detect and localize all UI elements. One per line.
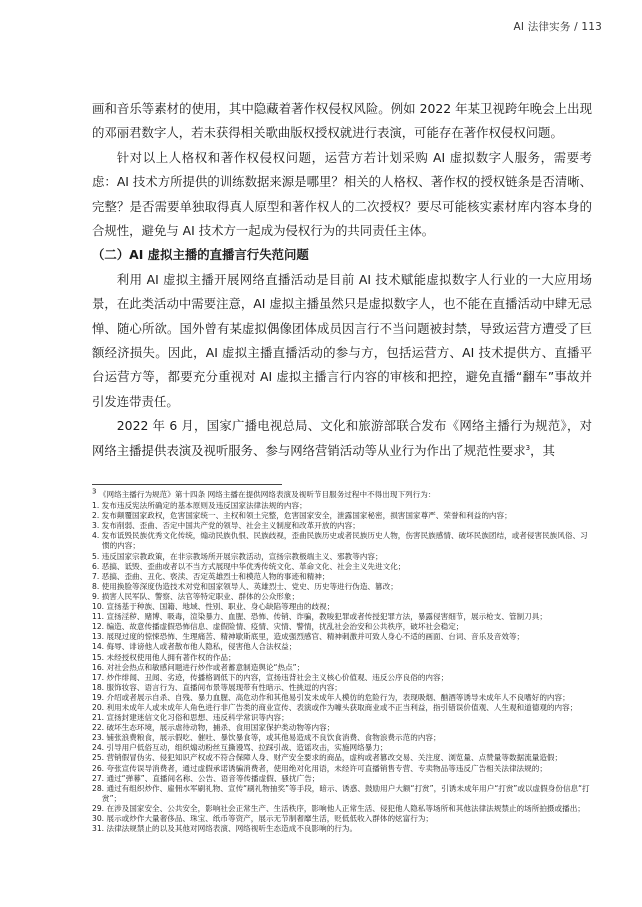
paragraph-with-footnote-ref xyxy=(92,414,592,463)
footnote-item: 15. 未经授权使用他人拥有著作权的作品； xyxy=(92,652,236,662)
footnote-item: 18. 服饰妆容、语言行为、直播间布景等展现带有性暗示、性挑逗的内容； xyxy=(92,682,342,692)
footnote-ref[interactable]: 3 xyxy=(525,443,531,452)
footnote-item: 9. 损害人民军队、警察、法官等特定职业、群体的公众形象； xyxy=(92,591,300,601)
footnote-item: 20. 利用未成年人或未成年人角色进行非广告类的商业宣传、表演或作为噱头获取商业或不正当利益，指引错误价值观、人生观和道德观的内容； xyxy=(92,702,578,712)
footnote-item: 22. 破坏生态环境，展示虐待动物，捕杀、食用国家保护类动物等内容； xyxy=(92,723,335,733)
footnote-marker: 3 xyxy=(92,487,97,496)
footnote-item: 21. 宣扬封建迷信文化习俗和思想、违反科学常识等内容； xyxy=(92,713,289,723)
footnote-item: 4. 发布诋毁民族优秀文化传统，煽动民族仇恨、民族歧视，歪曲民族历史或者民族历史人物，伤害民族感情、破坏民族团结，或者侵害民族风俗、习惯的内容； xyxy=(92,531,588,551)
footnote-item: 2. 发布颠覆国家政权，危害国家统一、主权和领土完整，危害国家安全，泄露国家秘密，损害国家尊严、荣誉和利益的内容； xyxy=(92,511,512,521)
footnote-list xyxy=(92,501,592,834)
footnote-item: 29. 在涉及国家安全、公共安全，影响社会正常生产、生活秩序，影响他人正常生活、侵犯他人隐私等场所和其他法律法规禁止的场所拍摄或播出； xyxy=(92,803,585,813)
footnote-item: 6. 恶搞、诋毁、歪曲或者以不当方式展现中华优秀传统文化、革命文化、社会主义先进文化； xyxy=(92,561,406,571)
footnote-item: 10. 宣扬基于种族、国籍、地域、性别、职业、身心缺陷等理由的歧视； xyxy=(92,602,335,612)
footnote-block xyxy=(92,487,592,834)
footnote-item: 12. 编造、故意传播虚假恐怖信息、虚假险情、疫情、灾情、警情，扰乱社会治安和公共秩序，破坏社会稳定； xyxy=(92,622,464,632)
paragraph-text: 2022 年 6 月，国家广播电视总局、文化和旅游部联合发布《网络主播行为规范》，对网络主播提供表演及视听服务、参与网络营销活动等从业行为作出了规范性要求 xyxy=(92,418,592,458)
footnote-item: 28. 通过有组织炒作、雇佣水军刷礼物、宣传“刷礼物抽奖”等手段，暗示、诱惑、鼓励用户大额“打赏”，引诱未成年用户“打赏”或以虚假身份信息“打赏”； xyxy=(92,783,590,803)
footnote-item: 14. 侮辱、诽谤他人或者散布他人隐私，侵害他人合法权益； xyxy=(92,642,297,652)
footnote-item: 8. 使用换脸等深度伪造技术对党和国家领导人、英雄烈士、党史、历史等进行伪造、篡改； xyxy=(92,581,398,591)
paragraph: 画和音乐等素材的使用，其中隐藏着著作权侵权风险。例如 2022 年某卫视跨年晚会上出现的邓丽君数字人，若未获得相关歌曲版权授权就进行表演，可能存在著作权侵权问题。 xyxy=(92,101,592,141)
footnote-item: 7. 恶搞、歪曲、丑化、亵渎、否定英雄烈士和模范人物的事迹和精神； xyxy=(92,571,330,581)
footnote-item: 11. 宣扬淫秽、赌博、吸毒，渲染暴力、血腥、恐怖、传销、诈骗，教唆犯罪或者传授犯罪方法，暴露侵害细节，展示枪支、管制刀具； xyxy=(92,612,547,622)
footnote-item: 26. 夸张宣传误导消费者，通过虚假承诺诱骗消费者，使用绝对化用语，未经许可直播销售专营、专卖物品等违反广告相关法律法规的； xyxy=(92,763,547,773)
footnote-item: 17. 炒作绯闻、丑闻、劣迹，传播格调低下的内容，宣扬违背社会主义核心价值观、违反公序良俗的内容； xyxy=(92,672,449,682)
footnote-item: 31. 法律法规禁止的以及其他对网络表演、网络视听生态造成不良影响的行为。 xyxy=(92,824,358,834)
paragraph: 利用 AI 虚拟主播开展网络直播活动是目前 AI 技术赋能虚拟数字人行业的一大应用场景，在此类活动中需要注意，AI 虚拟主播虽然只是虚拟数字人，也不能在直播活动中肆无忌惮、随心所欲。国外曾有某虚拟偶像团体成员因言行不当问题被封禁，导致运营方遭受了巨额经济损失。因此，AI 虚拟主播直播活动的参与方，包括运营方、AI 技术提供方、直播平台运营方等，都要充分重视对 AI 虚拟主播言行内容的审核和把控，避免直播“翻车”事故并引发连带责任。 xyxy=(92,271,592,409)
main-body xyxy=(92,97,592,463)
footnote-title-text: 《网络主播行为规范》第十四条 网络主播在提供网络表演及视听节目服务过程中不得出现下列行为： xyxy=(98,490,436,499)
footnote-item: 1. 发布违反宪法所确定的基本原则及违反国家法律法规的内容； xyxy=(92,501,307,511)
footnote-item: 30. 展示或炒作大量奢侈品、珠宝、纸币等资产，展示无节制奢靡生活，贬低低收入群体的炫富行为； xyxy=(92,814,434,823)
footnote-divider xyxy=(92,484,282,485)
paragraph-text-tail: ，其 xyxy=(530,442,555,458)
footnote-item: 3. 发布削弱、歪曲、否定中国共产党的领导、社会主义制度和改革开放的内容； xyxy=(92,521,360,531)
footnote-item: 13. 展现过度的惊悚恐怖、生理痛苦、精神歇斯底里，造成强烈感官、精神刺激并可致人身心不适的画面、台词、音乐及音效等； xyxy=(92,632,525,642)
footnote-item: 24. 引导用户低俗互动，组织煽动粉丝互撕谩骂、拉踩引战、造谣攻击，实施网络暴力； xyxy=(92,743,388,753)
section-heading: （二）AI 虚拟主播的直播言行失范问题 xyxy=(92,247,309,263)
footnote-item: 23. 铺张浪费粮食，展示假吃、催吐、暴饮暴食等，或其他易造成不良饮食消费、食物浪费示范的内容； xyxy=(92,733,441,743)
footnote-item: 25. 营销假冒伪劣、侵犯知识产权或不符合保障人身、财产安全要求的商品，虚构或者篡改交易、关注度、浏览量、点赞量等数据流量造假； xyxy=(92,753,563,763)
footnote-item: 19. 介绍或者展示自杀、自残、暴力血腥、高危动作和其他易引发未成年人模仿的危险行为，表现吸烟、酗酒等诱导未成年人不良嗜好的内容； xyxy=(92,692,570,702)
footnote-title xyxy=(92,487,592,500)
paragraph: 针对以上人格权和著作权侵权问题，运营方若计划采购 AI 虚拟数字人服务，需要考虑：AI 技术方所提供的训练数据来源是哪里？相关的人格权、著作权的授权链条是否清晰、完整？是否需要单独取得真人原型和著作权人的二次授权？要尽可能核实素材库内容本身的合规性，避免与 AI 技术方一起成为侵权行为的共同责任主体。 xyxy=(92,149,592,239)
footnote-item: 5. 违反国家宗教政策，在非宗教场所开展宗教活动，宣扬宗教极端主义、邪教等内容； xyxy=(92,551,383,561)
running-header: AI 法律实务 / 113 xyxy=(513,21,602,33)
footnote-item: 27. 通过“弹幕”、直播间名称、公告、语音等传播虚假、骚扰广告； xyxy=(92,773,320,783)
footnote-item: 16. 对社会热点和敏感问题进行炒作或者蓄意制造舆论“热点”； xyxy=(92,662,305,672)
